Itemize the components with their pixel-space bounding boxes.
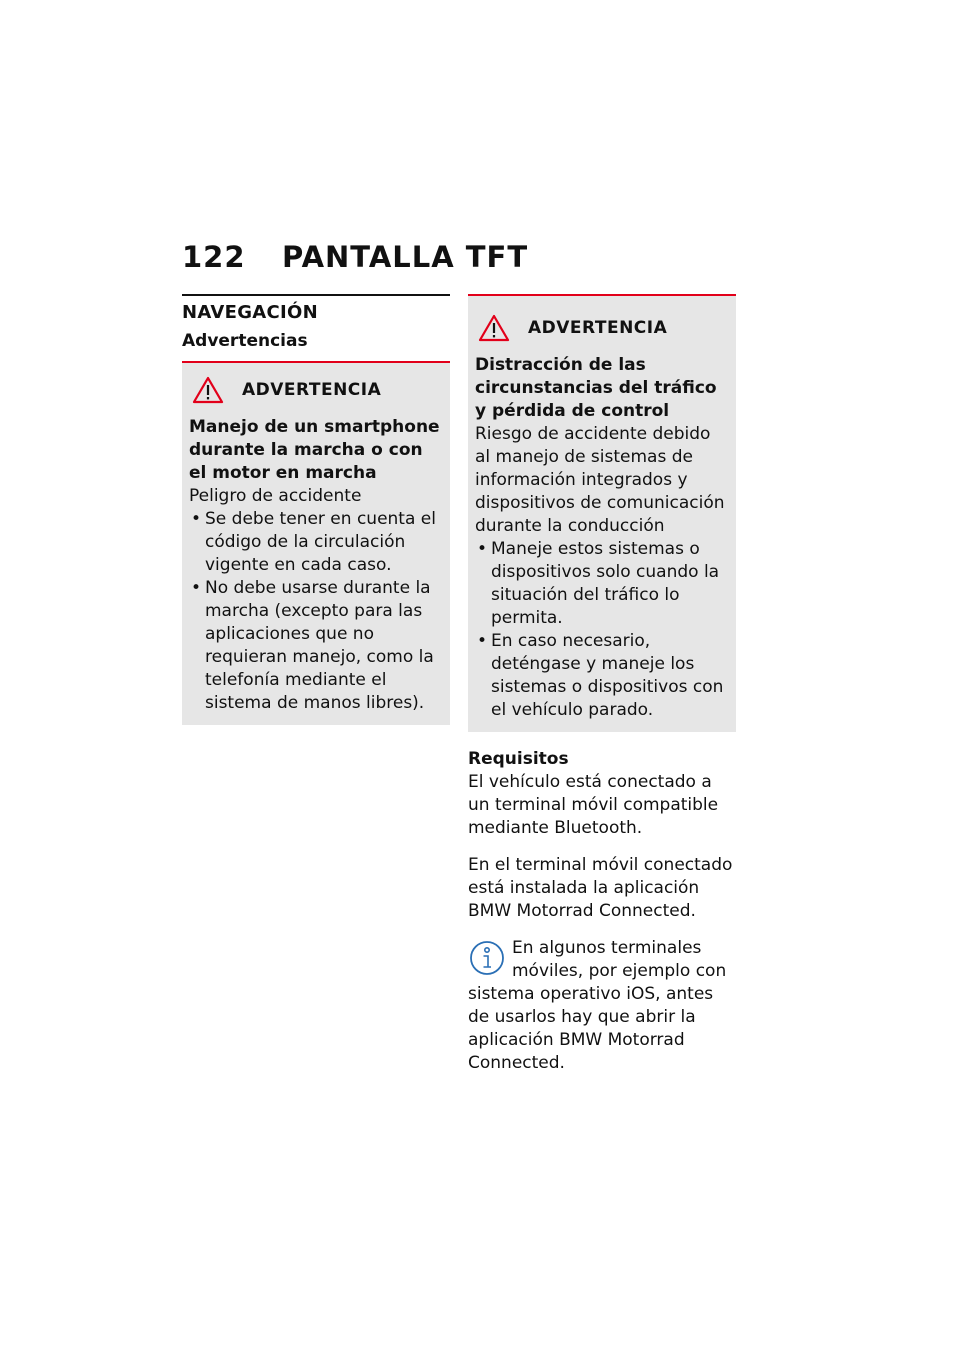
list-item: • Maneje estos sistemas o dispositivos solo cuando la situación del tráfico lo permita. [475,538,726,630]
right-column [468,294,736,1075]
warning-title: Manejo de un smartphone durante la marcha o con el motor en marcha [189,417,440,483]
warning-triangle-icon [192,376,224,404]
section-title: NAVEGACIÓN [182,302,318,323]
subsection-title: Advertencias [182,331,308,351]
requirements-block [468,748,736,840]
warning-risk: Riesgo de accidente debido al manejo de sistemas de información integrados y dispositivos de comunicación durante la conducción [475,424,725,536]
info-icon [468,939,506,977]
left-column [182,294,450,725]
warning-header [184,376,440,404]
warning-title: Distracción de las circunstancias del tráfico y pérdida de control [475,355,717,421]
warning-label: ADVERTENCIA [528,318,668,338]
app-text: En el terminal móvil conectado está instalada la aplicación BMW Motorrad Connected. [468,855,733,921]
list-item: • No debe usarse durante la marcha (excepto para las aplicaciones que no requieran manejo, como la telefonía mediante el sistema de manos libres). [189,577,440,715]
requirements-title: Requisitos [468,749,569,769]
page-header [182,240,742,280]
warning-label: ADVERTENCIA [242,380,382,400]
warning-box [182,363,450,725]
page-number: 122 [182,240,246,274]
app-paragraph [468,854,736,923]
info-text: En algunos terminales móviles, por ejemplo con sistema operativo iOS, antes de usarlos hay que abrir la aplicación BMW Motorrad Connected. [468,938,727,1073]
info-note [468,937,736,1075]
section-rule [182,294,450,296]
warning-bullets [475,538,726,722]
warning-triangle-icon [478,314,510,342]
warning-header [470,314,726,342]
list-item: • Se debe tener en cuenta el código de la circulación vigente en cada caso. [189,508,440,577]
warning-box [468,296,736,732]
requirements-text: El vehículo está conectado a un terminal móvil compatible mediante Bluetooth. [468,772,719,838]
warning-risk: Peligro de accidente [189,486,362,506]
list-item: • En caso necesario, deténgase y maneje los sistemas o dispositivos con el vehículo parado. [475,630,726,722]
chapter-title: PANTALLA TFT [282,240,529,274]
warning-bullets [189,508,440,715]
